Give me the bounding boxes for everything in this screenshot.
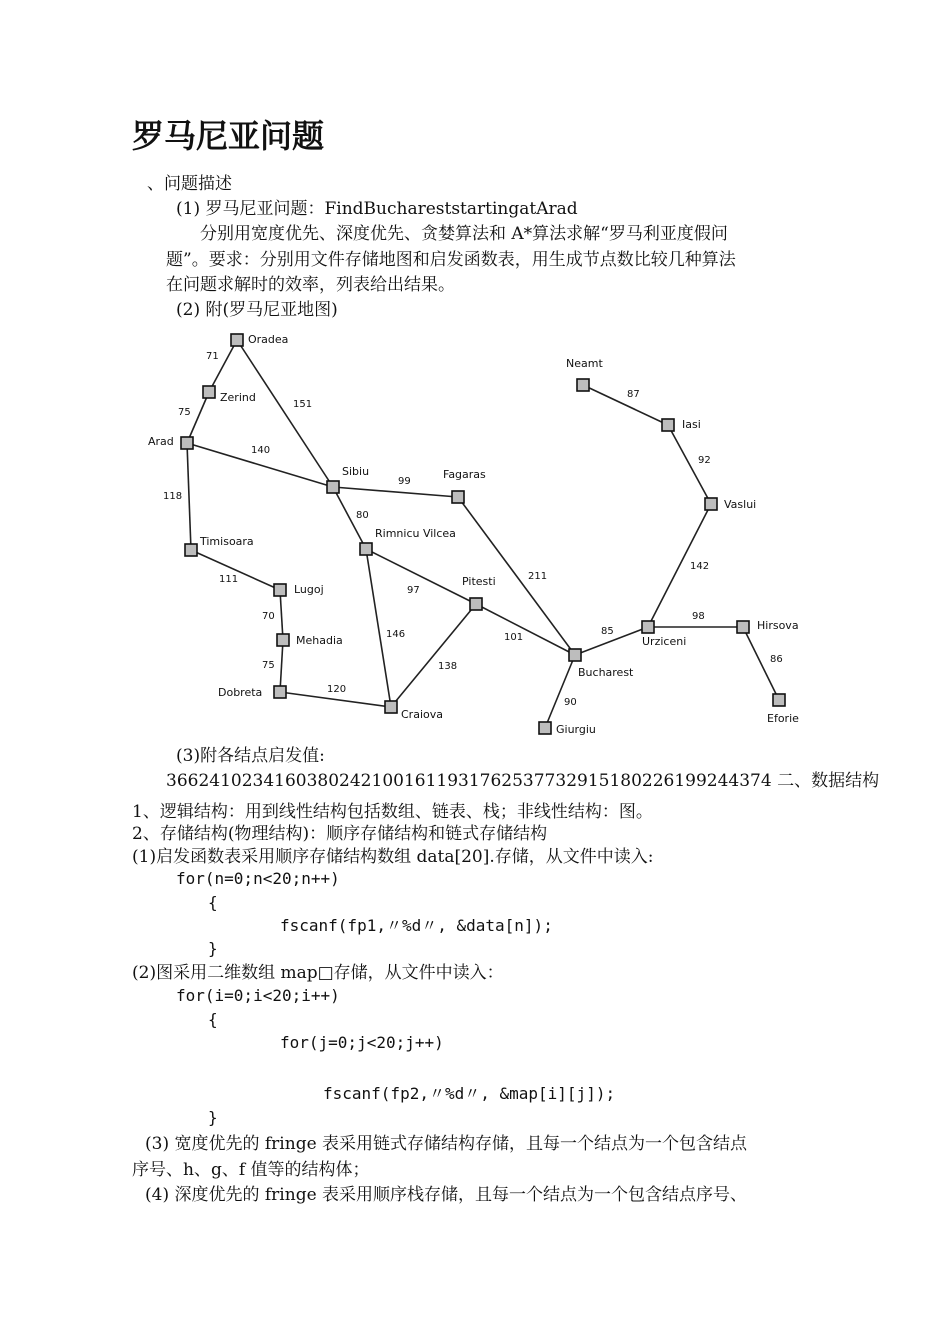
bfs-fringe-line-2: 序号、h、g、f 值等的结构体； (132, 1160, 370, 1180)
code-brace-close-2: } (208, 1108, 218, 1127)
node-eforie (773, 694, 785, 706)
label-iasi: Iasi (682, 418, 701, 431)
code-for-j: for(j=0;j<20;j++) (280, 1033, 444, 1052)
label-eforie: Eforie (767, 712, 799, 725)
dist-iasi-neamt: 87 (627, 389, 640, 400)
label-neamt: Neamt (566, 357, 603, 370)
paragraph-line-3: 在问题求解时的效率，列表给出结果。 (166, 275, 455, 295)
edge-pitesti-bucharest (476, 604, 575, 655)
code-for-i: for(i=0;i<20;i++) (176, 986, 340, 1005)
code-brace-open-2: { (208, 1010, 218, 1029)
edge-craiova-pitesti (391, 604, 476, 707)
node-mehadia (277, 634, 289, 646)
label-zerind: Zerind (220, 391, 256, 404)
page-title: 罗马尼亚问题 (132, 117, 325, 155)
heuristic-values: 366241023416038024210016119317625377329151802261992443​74 二、数据结构 (166, 771, 880, 791)
map-storage: (2)图采用二维数组 map□存储，从文件中读入： (132, 963, 504, 983)
node-oradea (231, 334, 243, 346)
node-fagaras (452, 491, 464, 503)
dist-oradea-sibiu: 151 (293, 399, 313, 410)
label-oradea: Oradea (248, 333, 289, 346)
dist-lugoj-mehadia: 70 (262, 611, 275, 622)
label-rimnicu: Rimnicu Vilcea (375, 527, 456, 540)
label-lugoj: Lugoj (294, 583, 324, 596)
logical-structure: 1、逻辑结构：用到线性结构包括数组、链表、栈；非线性结构：图。 (132, 802, 653, 822)
node-sibiu (327, 481, 339, 493)
node-urziceni (642, 621, 654, 633)
dist-timisoara-lugoj: 111 (219, 574, 239, 585)
node-rimnicu (360, 543, 372, 555)
dist-pitesti-bucharest: 101 (504, 632, 524, 643)
edge-rimnicu-craiova (366, 549, 391, 707)
dist-rimnicu-craiova: 146 (386, 629, 406, 640)
dist-oradea-zerind: 71 (206, 351, 219, 362)
edge-bucharest-giurgiu (545, 655, 575, 728)
node-pitesti (470, 598, 482, 610)
label-mehadia: Mehadia (296, 634, 343, 647)
edge-rimnicu-pitesti (366, 549, 476, 604)
bfs-fringe-line-1: (3) 宽度优先的 fringe 表采用链式存储结构存储，且每一个结点为一个包含结点 (145, 1134, 748, 1154)
node-iasi (662, 419, 674, 431)
label-urziceni: Urziceni (642, 635, 687, 648)
romania-map (130, 325, 820, 745)
dist-dobreta-craiova: 120 (327, 684, 347, 695)
label-arad: Arad (148, 435, 174, 448)
section-problem-description: 、问题描述 (147, 174, 232, 194)
node-vaslui (705, 498, 717, 510)
label-dobreta: Dobreta (218, 686, 263, 699)
node-lugoj (274, 584, 286, 596)
label-bucharest: Bucharest (578, 666, 634, 679)
heuristic-storage: (1)启发函数表采用顺序存储结构数组 data[20].存储，从文件中读入: (132, 847, 654, 867)
label-hirsova: Hirsova (757, 619, 799, 632)
dist-sibiu-fagaras: 99 (398, 476, 411, 487)
dist-zerind-arad: 75 (178, 407, 191, 418)
dist-craiova-pitesti: 138 (438, 661, 458, 672)
label-vaslui: Vaslui (724, 498, 757, 511)
code-fscanf-map: fscanf(fp2,〃%d〃, &map[i][j]); (323, 1084, 616, 1103)
edge-oradea-sibiu (237, 340, 333, 487)
code-brace-close-1: } (208, 939, 218, 958)
map-caption: (2) 附(罗马尼亚地图) (176, 300, 338, 320)
dist-bucharest-urziceni: 85 (601, 626, 614, 637)
dist-sibiu-rimnicu: 80 (356, 510, 369, 521)
label-craiova: Craiova (401, 708, 443, 721)
dist-rimnicu-pitesti: 97 (407, 585, 420, 596)
node-zerind (203, 386, 215, 398)
label-giurgiu: Giurgiu (556, 723, 596, 736)
edge-mehadia-dobreta (280, 640, 283, 692)
label-sibiu: Sibiu (342, 465, 370, 478)
dist-urziceni-hirsova: 98 (692, 611, 705, 622)
label-fagaras: Fagaras (443, 468, 486, 481)
node-dobreta (274, 686, 286, 698)
dist-arad-sibiu: 140 (251, 445, 271, 456)
node-arad (181, 437, 193, 449)
edge-iasi-neamt (583, 385, 668, 425)
dist-urziceni-vaslui: 142 (690, 561, 710, 572)
node-bucharest (569, 649, 581, 661)
edge-lugoj-mehadia (280, 590, 283, 640)
dist-mehadia-dobreta: 75 (262, 660, 275, 671)
node-hirsova (737, 621, 749, 633)
code-brace-open-1: { (208, 893, 218, 912)
storage-structure: 2、存储结构(物理结构)：顺序存储结构和链式存储结构 (132, 824, 548, 844)
dist-arad-timisoara: 118 (163, 491, 183, 502)
node-craiova (385, 701, 397, 713)
label-timisoara: Timisoara (200, 535, 254, 548)
label-pitesti: Pitesti (462, 575, 496, 588)
dfs-fringe-line: (4) 深度优先的 fringe 表采用顺序栈存储，且每一个结点为一个包含结点序号、 (145, 1185, 748, 1205)
paragraph-line-2: 题”。要求：分别用文件存储地图和启发函数表，用生成节点数比较几种算法 (166, 250, 736, 270)
heuristic-caption: (3)附各结点启发值: (176, 746, 325, 766)
problem-statement: (1) 罗马尼亚问题：FindBuchareststartingatArad (176, 199, 578, 219)
edge-oradea-zerind (209, 340, 237, 392)
dist-fagaras-bucharest: 211 (528, 571, 548, 582)
dist-bucharest-giurgiu: 90 (564, 697, 577, 708)
dist-hirsova-eforie: 86 (770, 654, 783, 665)
node-timisoara (185, 544, 197, 556)
edge-arad-timisoara (187, 443, 191, 550)
code-for-n: for(n=0;n<20;n++) (176, 869, 340, 888)
node-neamt (577, 379, 589, 391)
dist-vaslui-iasi: 92 (698, 455, 711, 466)
node-giurgiu (539, 722, 551, 734)
edge-sibiu-fagaras (333, 487, 458, 497)
code-fscanf-data: fscanf(fp1,〃%d〃, &data[n]); (280, 916, 553, 935)
paragraph-line-1: 分别用宽度优先、深度优先、贪婪算法和 A*算法求解“罗马利亚度假问 (200, 224, 728, 244)
